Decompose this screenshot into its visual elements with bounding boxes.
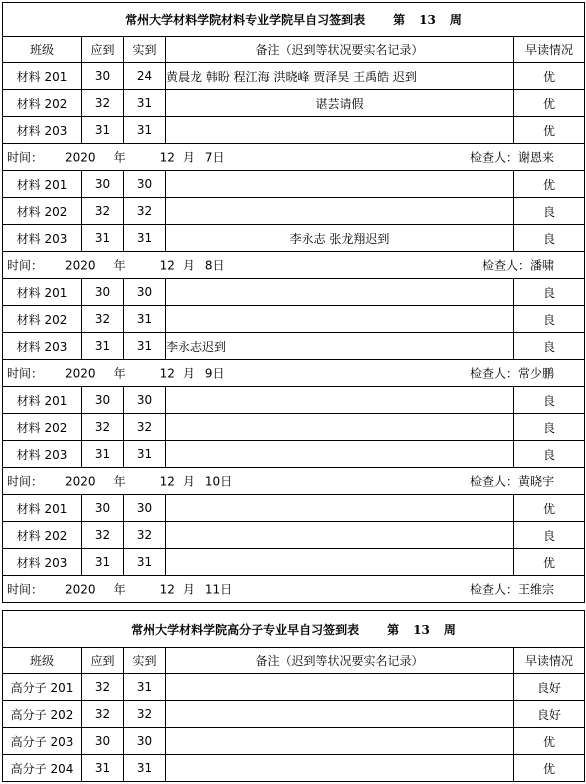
table-row [3,674,585,701]
week-number-2: 13 [413,622,430,637]
header-expected: 应到 [82,648,124,674]
header-remark: 备注（迟到等状况要实名记录） [166,37,514,63]
date-line [7,149,225,166]
table-row [3,414,585,441]
reading-cell: 优 [514,90,585,117]
class-cell: 材料 201 [3,387,82,414]
date-month: 12 [159,258,175,273]
class-cell: 材料 203 [3,225,82,252]
date-day-unit: 日 [212,258,225,273]
expected-cell: 31 [82,755,124,782]
date-day: 9 [204,366,213,381]
expected-cell: 31 [82,441,124,468]
date-year: 2020 [65,258,96,273]
date-checker-cell [3,144,585,171]
remark-cell [166,279,514,306]
date-day: 8 [204,258,213,273]
remark-cell [166,171,514,198]
expected-cell: 31 [82,333,124,360]
date-day-unit: 日 [220,582,233,597]
actual-cell: 31 [124,441,166,468]
header-class: 班级 [3,648,82,674]
remark-cell [166,701,514,728]
expected-cell: 32 [82,90,124,117]
class-cell: 高分子 201 [3,674,82,701]
table-row [3,522,585,549]
table-row [3,495,585,522]
week-suffix-2: 周 [443,622,456,637]
class-cell: 材料 201 [3,63,82,90]
table-row [3,441,585,468]
table-row [3,306,585,333]
class-cell: 材料 203 [3,549,82,576]
date-label: 时间： [7,582,44,597]
sheet-title-text-2: 常州大学材料学院高分子专业早自习签到表 [131,622,360,637]
reading-cell: 优 [514,171,585,198]
expected-cell: 32 [82,306,124,333]
reading-cell: 优 [514,549,585,576]
date-label: 时间： [7,150,44,165]
table-row [3,333,585,360]
actual-cell: 32 [124,414,166,441]
remark-cell [166,549,514,576]
remark-cell: 李永志迟到 [166,333,514,360]
table-row [3,171,585,198]
date-checker-cell [3,576,585,603]
table-row [3,117,585,144]
class-cell: 高分子 203 [3,728,82,755]
reading-cell: 优 [514,495,585,522]
checker-name: 常少鹏 [518,366,555,381]
remark-cell [166,522,514,549]
remark-cell [166,728,514,755]
week-prefix-2: 第 [387,622,400,637]
date-month: 12 [159,366,175,381]
table-row [3,279,585,306]
expected-cell: 32 [82,198,124,225]
remark-cell [166,755,514,782]
reading-cell: 良 [514,198,585,225]
header-row-2 [3,648,585,674]
date-day: 11 [204,582,221,597]
date-checker-cell [3,468,585,495]
header-class: 班级 [3,37,82,63]
actual-cell: 31 [124,117,166,144]
class-cell: 高分子 202 [3,701,82,728]
reading-cell: 良 [514,306,585,333]
reading-cell: 良 [514,414,585,441]
reading-cell: 良 [514,387,585,414]
expected-cell: 30 [82,728,124,755]
date-checker-row [3,252,585,279]
reading-cell: 良 [514,441,585,468]
remark-cell [166,414,514,441]
date-day: 10 [204,474,221,489]
date-year: 2020 [65,474,96,489]
class-cell: 材料 201 [3,171,82,198]
reading-cell: 良 [514,333,585,360]
header-reading: 早读情况 [514,648,585,674]
date-month: 12 [159,582,175,597]
header-expected: 应到 [82,37,124,63]
table-row [3,549,585,576]
sheet-title-2 [3,611,585,648]
table-row [3,755,585,782]
actual-cell: 30 [124,387,166,414]
date-label: 时间： [7,258,44,273]
date-checker-row [3,144,585,171]
date-line [7,473,232,490]
remark-cell: 黄晨龙 韩盼 程江海 洪晓峰 贾泽昊 王禹皓 迟到 [166,63,514,90]
table-row [3,63,585,90]
date-day-unit: 日 [212,150,225,165]
date-day: 7 [204,150,213,165]
week-number: 13 [419,13,436,27]
class-cell: 材料 202 [3,522,82,549]
date-month: 12 [159,474,175,489]
remark-cell [166,117,514,144]
reading-cell: 优 [514,755,585,782]
reading-cell: 良好 [514,701,585,728]
header-remark: 备注（迟到等状况要实名记录） [166,648,514,674]
expected-cell: 32 [82,701,124,728]
checker-label: 检查人： [469,150,518,165]
reading-cell: 良 [514,225,585,252]
reading-cell: 优 [514,728,585,755]
reading-cell: 良好 [514,674,585,701]
date-line [7,581,232,598]
checker-line [470,149,554,166]
checker-name: 黄晓宇 [518,474,555,489]
checker-label: 检查人： [481,258,530,273]
date-line [7,365,225,382]
checker-name: 王维宗 [518,582,555,597]
date-label: 时间： [7,366,44,381]
actual-cell: 30 [124,728,166,755]
expected-cell: 30 [82,387,124,414]
remark-cell [166,441,514,468]
expected-cell: 30 [82,279,124,306]
class-cell: 材料 202 [3,198,82,225]
week-prefix: 第 [393,13,406,27]
date-checker-row [3,360,585,387]
table-title-row [3,611,585,648]
actual-cell: 31 [124,549,166,576]
checker-line [482,257,554,274]
header-actual: 实到 [124,648,166,674]
date-month: 12 [159,150,175,165]
actual-cell: 31 [124,225,166,252]
actual-cell: 31 [124,755,166,782]
date-year-unit: 年 [113,150,126,165]
remark-cell: 谌芸请假 [166,90,514,117]
remark-cell [166,495,514,522]
remark-cell [166,674,514,701]
expected-cell: 32 [82,674,124,701]
actual-cell: 32 [124,522,166,549]
checker-label: 检查人： [469,474,518,489]
table-row [3,90,585,117]
date-month-unit: 月 [182,258,195,273]
reading-cell: 优 [514,63,585,90]
table-row [3,728,585,755]
date-year-unit: 年 [113,582,126,597]
date-checker-row [3,576,585,603]
reading-cell: 良 [514,279,585,306]
class-cell: 高分子 204 [3,755,82,782]
date-month-unit: 月 [182,582,195,597]
date-month-unit: 月 [182,474,195,489]
expected-cell: 30 [82,63,124,90]
date-day-unit: 日 [220,474,233,489]
actual-cell: 31 [124,90,166,117]
date-label: 时间： [7,474,44,489]
checker-label: 检查人： [469,582,518,597]
expected-cell: 30 [82,171,124,198]
header-row [3,37,585,63]
actual-cell: 32 [124,198,166,225]
date-line [7,257,225,274]
class-cell: 材料 202 [3,306,82,333]
expected-cell: 32 [82,522,124,549]
materials-signin-table [2,2,585,603]
reading-cell: 良 [514,522,585,549]
class-cell: 材料 203 [3,441,82,468]
checker-name: 谢恩来 [518,150,555,165]
expected-cell: 32 [82,414,124,441]
remark-cell [166,198,514,225]
date-year: 2020 [65,582,96,597]
header-actual: 实到 [124,37,166,63]
date-month-unit: 月 [182,150,195,165]
remark-cell: 李永志 张龙翔迟到 [166,225,514,252]
week-suffix: 周 [449,13,462,27]
header-reading: 早读情况 [514,37,585,63]
date-day-unit: 日 [212,366,225,381]
actual-cell: 31 [124,674,166,701]
checker-line [470,473,554,490]
checker-line [470,581,554,598]
sheet-title [3,3,585,37]
date-year-unit: 年 [113,474,126,489]
expected-cell: 31 [82,117,124,144]
date-year: 2020 [65,150,96,165]
actual-cell: 30 [124,279,166,306]
sheet-title-text: 常州大学材料学院材料专业学院早自习签到表 [125,13,366,27]
date-checker-row [3,468,585,495]
remark-cell [166,306,514,333]
reading-cell: 优 [514,117,585,144]
class-cell: 材料 201 [3,279,82,306]
actual-cell: 31 [124,306,166,333]
table-title-row [3,3,585,37]
table-row [3,198,585,225]
checker-label: 检查人： [469,366,518,381]
polymer-signin-table [2,610,585,782]
actual-cell: 30 [124,171,166,198]
checker-line [470,365,554,382]
remark-cell [166,387,514,414]
class-cell: 材料 202 [3,90,82,117]
class-cell: 材料 203 [3,333,82,360]
class-cell: 材料 201 [3,495,82,522]
class-cell: 材料 203 [3,117,82,144]
table-row [3,701,585,728]
date-year-unit: 年 [113,258,126,273]
class-cell: 材料 202 [3,414,82,441]
checker-name: 潘啸 [530,258,555,273]
actual-cell: 30 [124,495,166,522]
table-row [3,225,585,252]
actual-cell: 31 [124,333,166,360]
expected-cell: 31 [82,549,124,576]
actual-cell: 24 [124,63,166,90]
date-year: 2020 [65,366,96,381]
expected-cell: 30 [82,495,124,522]
actual-cell: 32 [124,701,166,728]
table-row [3,387,585,414]
date-month-unit: 月 [182,366,195,381]
expected-cell: 31 [82,225,124,252]
date-year-unit: 年 [113,366,126,381]
date-checker-cell [3,252,585,279]
date-checker-cell [3,360,585,387]
